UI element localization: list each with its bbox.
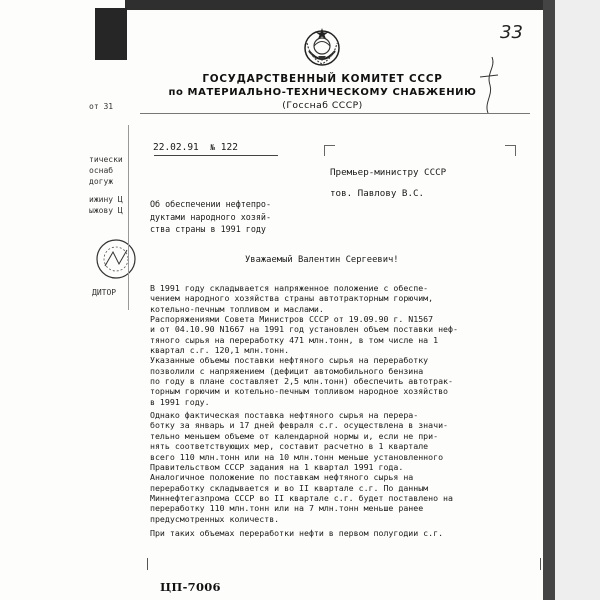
left-fragment-7: ДИТОР <box>92 288 117 297</box>
body-line: нять соответствующих мер, составит расчетно в 1 квартале <box>150 441 429 452</box>
body-line: При таких объемах переработки нефти в первом полугодии с.г. <box>150 527 444 538</box>
body-line: тельно меньшем объеме от календарной нормы и, если не при- <box>150 430 439 441</box>
body-line: Аналогичное положение по поставкам нефтяного сырья на <box>150 472 414 483</box>
header-subtitle: по МАТЕРИАЛЬНО-ТЕХНИЧЕСКОМУ СНАБЖЕНИЮ <box>168 87 477 98</box>
document-date-number <box>153 142 238 153</box>
scan-shadow-right <box>543 0 600 600</box>
left-fragment-4: догуж <box>89 177 114 186</box>
body-line: переработку 110 млн.тонн или на 7 млн.тонн меньше ранее <box>150 503 424 514</box>
left-page-edge <box>128 125 129 310</box>
body-line: котельно-печным топливом и маслами. <box>150 303 324 314</box>
greeting: Уважаемый Валентин Сергеевич! <box>245 255 399 265</box>
document-date: 22.02.91 <box>153 142 199 153</box>
round-stamp-icon <box>95 238 137 280</box>
body-line: торным горючим и котельно-печным топливом народное хозяйство <box>150 386 449 397</box>
bottom-mark-left <box>147 558 148 570</box>
body-line: предусмотренных количеств. <box>150 513 280 524</box>
body-line: квартал с.г. 120,1 млн.тонн. <box>150 345 290 356</box>
body-line: позволили с напряжением (дефицит автомобильного бензина <box>150 365 424 376</box>
bottom-mark-right <box>540 558 541 570</box>
body-line: Распоряжениями Совета Министров СССР от 19.09.90 г. N1567 <box>150 314 434 325</box>
left-fragment-1: от 31 <box>89 102 114 111</box>
document-number: 122 <box>220 142 238 153</box>
body-line: В 1991 году складывается напряженное положение с обеспе- <box>150 283 429 293</box>
body-line: Миннефтегазпрома СССР во II квартале с.г. будет поставлено на <box>150 492 453 503</box>
body-line: в 1991 году. <box>150 396 210 407</box>
footer-code: ЦП-7006 <box>160 580 221 594</box>
body-line: Правительством СССР задания на 1 квартал 1991 года. <box>150 461 404 472</box>
header-title: ГОСУДАРСТВЕННЫЙ КОМИТЕТ СССР <box>202 73 443 85</box>
scan-shadow-corner <box>95 8 127 60</box>
body-line: чением народного хозяйства страны автотракторным горючим, <box>150 293 434 304</box>
header-abbreviation: (Госснаб СССР) <box>282 100 363 111</box>
left-fragment-2: тически <box>89 155 123 164</box>
body-line: и от 04.10.90 N1667 на 1991 год установлен объем поставки неф- <box>150 324 458 335</box>
body-line: Указанные объемы поставки нефтяного сырья на переработку <box>150 355 429 366</box>
address-corner-right <box>505 145 516 156</box>
document-subject: Об обеспечении нефтепро- дуктами народного хозяй- ства страны в 1991 году <box>150 199 272 235</box>
left-fragment-5: ижину Ц <box>89 195 123 204</box>
left-fragment-3: оснаб <box>89 166 114 175</box>
handwritten-page-number: 33 <box>500 22 523 43</box>
date-underline <box>154 155 278 156</box>
left-fragment-6: ыжову Ц <box>89 206 123 215</box>
body-line: тяного сырья на переработку 471 млн.тонн, в том числе на 1 <box>150 334 439 345</box>
letter-body <box>150 283 545 538</box>
body-line: переработку складывается и во II квартале с.г. По данным <box>150 482 429 493</box>
addressee-name: тов. Павлову В.С. <box>330 188 425 199</box>
body-line: ботку за январь и 17 дней февраля с.г. осуществлена в значи- <box>150 420 449 431</box>
number-label: № <box>210 143 216 152</box>
ussr-emblem-icon <box>300 25 344 69</box>
body-line: Однако фактическая поставка нефтяного сырья на перера- <box>150 410 419 421</box>
address-corner-left <box>324 145 335 156</box>
header-divider <box>140 113 530 114</box>
addressee-title: Премьер-министру СССР <box>330 167 447 178</box>
body-line: всего 110 млн.тонн или на 10 млн.тонн меньше установленного <box>150 451 444 462</box>
scan-shadow-top <box>125 0 545 10</box>
body-line: по году в плане составляет 2,5 млн.тонн) обеспечить автотрак- <box>150 376 453 387</box>
